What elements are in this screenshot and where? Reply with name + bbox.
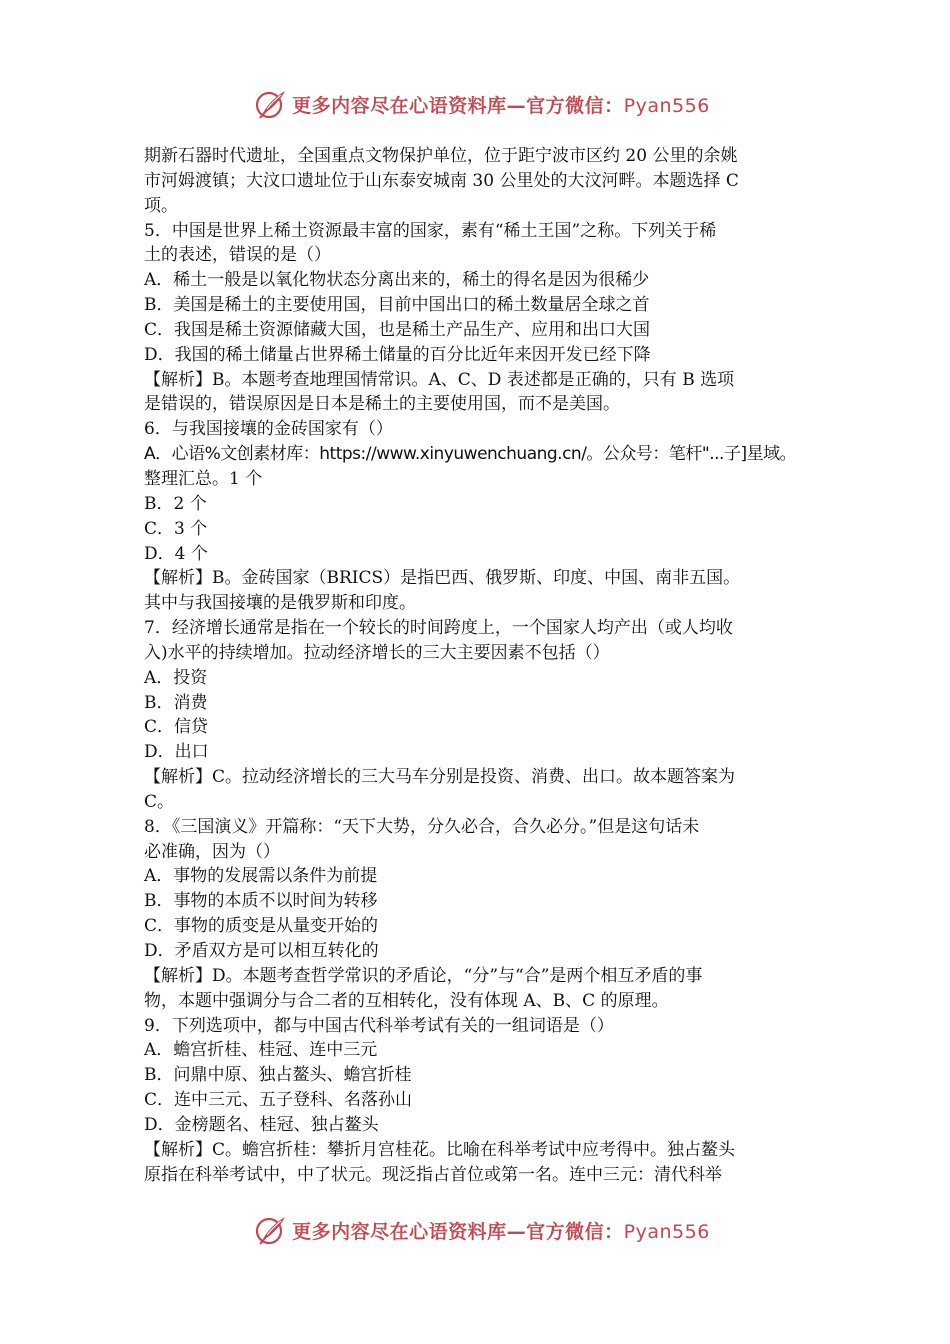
question-6-option-b: B．2 个 <box>144 493 207 514</box>
question-9-analysis: 原指在科举考试中，中了状元。现泛指占首位或第一名。连中三元：清代科举 <box>144 1164 722 1185</box>
question-5-stem: 5．中国是世界上稀土资源最丰富的国家，素有“稀土王国”之称。下列关于稀 <box>144 220 717 241</box>
text-line: 期新石器时代遗址，全国重点文物保护单位，位于距宁波市区约 20 公里的余姚 <box>144 146 738 166</box>
question-8-option-b: B．事物的本质不以时间为转移 <box>144 891 378 912</box>
question-7-stem: 入)水平的持续增加。拉动经济增长的三大主要因素不包括（） <box>144 642 610 663</box>
question-7-option-d: D．出口 <box>144 742 209 763</box>
question-5-stem: 土的表述，错误的是（） <box>144 245 331 266</box>
text-line: 市河姆渡镇；大汶口遗址位于山东泰安城南 30 公里处的大汶河畔。本题选择 C <box>144 170 739 191</box>
question-7-option-b: B．消费 <box>144 692 208 713</box>
question-5-option-a: A．稀土一般是以氧化物状态分离出来的，稀土的得名是因为很稀少 <box>144 270 650 291</box>
question-9-option-b: B．问鼎中原、独占鳌头、蟾宫折桂 <box>144 1065 412 1086</box>
question-8-analysis: 【解析】D。本题考查哲学常识的矛盾论，“分”与“合”是两个相互矛盾的事 <box>144 965 703 986</box>
question-6-analysis: 其中与我国接壤的是俄罗斯和印度。 <box>144 593 416 614</box>
document-body <box>144 144 814 1187</box>
header-watermark <box>0 84 950 124</box>
question-9-option-a: A．蟾宫折桂、桂冠、连中三元 <box>144 1040 378 1061</box>
question-8-option-d: D．矛盾双方是可以相互转化的 <box>144 941 379 961</box>
question-9-option-d: D．金榜题名、桂冠、独占鳌头 <box>144 1114 379 1135</box>
question-9-stem: 9．下列选项中，都与中国古代科举考试有关的一组词语是（） <box>144 1015 614 1036</box>
question-7-option-a: A．投资 <box>144 667 208 688</box>
question-6-option-c: C．3 个 <box>144 518 208 539</box>
header-wechat-id: Pyan556 <box>623 94 710 117</box>
question-8-analysis: 物，本题中强调分与合二者的互相转化，没有体现 A、B、C 的原理。 <box>144 990 669 1011</box>
question-5-option-d: D．我国的稀土储量占世界稀土储量的百分比近年来因开发已经下降 <box>144 344 651 365</box>
question-6-option-d: D．4 个 <box>144 543 208 564</box>
question-6-analysis: 【解析】B。金砖国家（BRICS）是指巴西、俄罗斯、印度、中国、南非五国。 <box>144 568 741 589</box>
question-5-option-c: C．我国是稀土资源储藏大国，也是稀土产品生产、应用和出口大国 <box>144 319 651 340</box>
header-watermark-text: 更多内容尽在心语资料库—官方微信：Pyan556 <box>292 94 710 117</box>
question-5-analysis: 是错误的，错误原因是日本是稀土的主要使用国，而不是美国。 <box>144 394 620 415</box>
question-6-option-a: A．心语%文创素材库：https://www.xinyuwenchuang.cn/。公众号：笔杆"...子]星域。 <box>144 444 797 465</box>
question-7-stem: 7．经济增长通常是指在一个较长的时间跨度上，一个国家人均产出（或人均收 <box>144 618 733 639</box>
quill-logo-icon <box>254 1213 288 1247</box>
question-7-analysis: 【解析】C。拉动经济增长的三大马车分别是投资、消费、出口。故本题答案为 <box>144 767 736 788</box>
text-line: 项。 <box>144 195 178 216</box>
footer-watermark <box>0 1210 950 1250</box>
question-8-stem: 必准确，因为（） <box>144 841 280 862</box>
question-9-analysis: 【解析】C。蟾宫折桂：攀折月宫桂花。比喻在科举考试中应考得中。独占鳌头 <box>144 1139 736 1160</box>
question-8-option-a: A．事物的发展需以条件为前提 <box>144 866 378 887</box>
question-7-option-c: C．信贷 <box>144 717 209 738</box>
footer-wechat-id: Pyan556 <box>623 1220 710 1243</box>
question-6-stem: 6．与我国接壤的金砖国家有（） <box>144 419 393 440</box>
question-7-analysis: C。 <box>144 791 175 812</box>
question-8-option-c: C．事物的质变是从量变开始的 <box>144 916 379 937</box>
question-9-option-c: C．连中三元、五子登科、名落孙山 <box>144 1090 413 1111</box>
quill-logo-icon <box>254 87 288 121</box>
question-6-option-a: 整理汇总。1 个 <box>144 468 263 489</box>
question-8-stem: 8．《三国演义》开篇称：“天下大势，分久必合，合久必分。”但是这句话未 <box>144 816 700 837</box>
question-5-analysis: 【解析】B。本题考查地理国情常识。A、C、D 表述都是正确的，只有 B 选项 <box>144 369 735 390</box>
footer-watermark-text: 更多内容尽在心语资料库—官方微信：Pyan556 <box>292 1220 710 1243</box>
question-5-option-b: B．美国是稀土的主要使用国，目前中国出口的稀土数量居全球之首 <box>144 295 650 316</box>
